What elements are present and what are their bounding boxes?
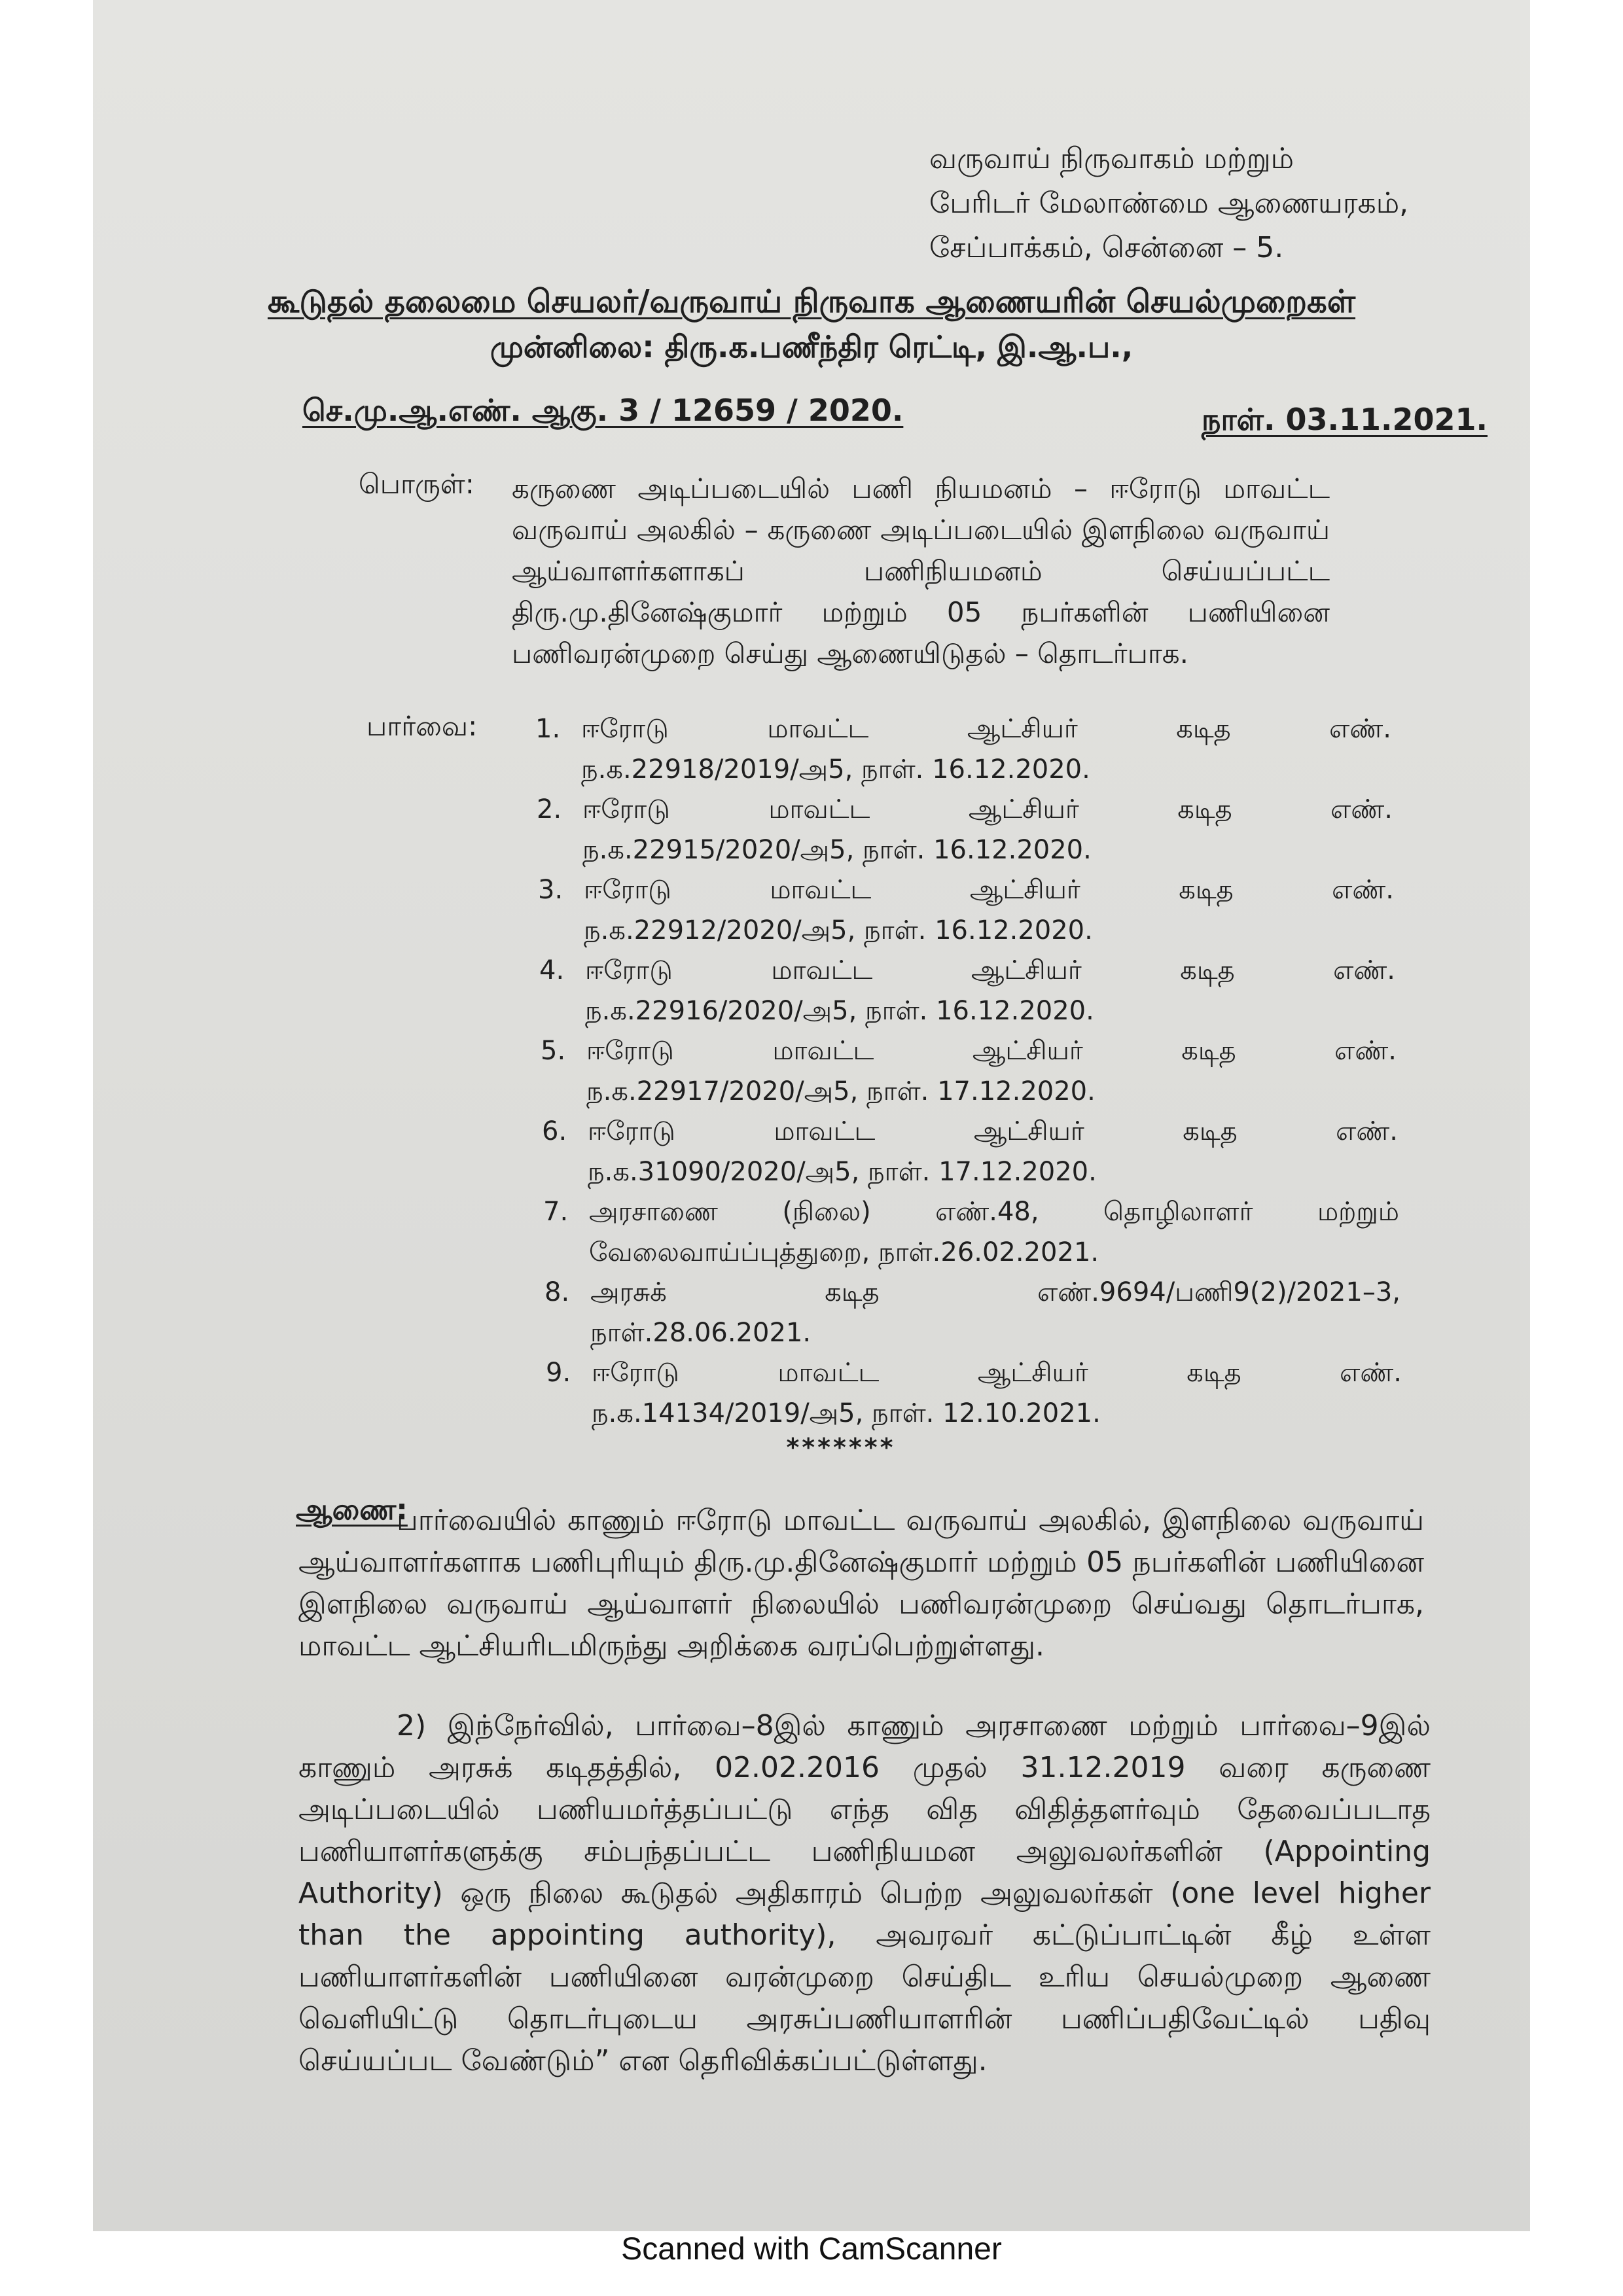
reference-text xyxy=(585,950,1395,1031)
reference-item xyxy=(539,950,1403,1031)
reference-item xyxy=(541,1031,1404,1112)
order-date: நாள். 03.11.2021. xyxy=(1202,402,1488,437)
order-paragraph-2: 2) இந்நேர்வில், பார்வை–8இல் காணும் அரசாணை மற்றும் பார்வை–9இல் காணும் அரசுக் கடிதத்தில், 02.02.2016 முதல் 31.12.2019 வரை கருணை அடிப்படையில் பணியமர்த்தப்பட்டு எந்த வித விதித்தளர்வும் தேவைப்படாத பணியாளர்களுக்கு சம்பந்தப்பட்ட பணிநியமன அலுவலர்களின் (Appointing Authority) ஒரு நிலை கூடுதல் அதிகாரம் பெற்ற அலுவலர்கள் (one level higher than the appointing authority), அவரவர் கட்டுப்பாட்டின் கீழ் உள்ள பணியாளர்களின் பணியினை வரன்முறை செய்திட உரிய செயல்முறை ஆணை வெளியிட்டு தொடர்புடைய அரசுப்பணியாளரின் பணிப்பதிவேட்டில் பதிவு செய்யப்பட வேண்டும்” என தெரிவிக்கப்பட்டுள்ளது. xyxy=(298,1709,1431,2077)
reference-line-2: ந.க.22918/2019/அ5, நாள். 16.12.2020. xyxy=(581,754,1090,785)
reference-item xyxy=(544,1272,1408,1353)
reference-line-1: ஈரோடு மாவட்ட ஆட்சியர் கடித எண். xyxy=(588,1116,1398,1146)
reference-item xyxy=(543,1192,1407,1273)
reference-item xyxy=(546,1352,1410,1434)
subject-text: கருணை அடிப்படையில் பணி நியமனம் – ஈரோடு மாவட்ட வருவாய் அலகில் – கருணை அடிப்படையில் இளநிலை வருவாய் ஆய்வாளர்களாகப் பணிநியமனம் செய்யப்பட்ட திரு.மு.தினேஷ்குமார் மற்றும் 05 நபர்களின் பணியினை பணிவரன்முறை செய்து ஆணையிடுதல் – தொடர்பாக. xyxy=(512,472,1330,669)
reference-line-1: அரசாணை (நிலை) எண்.48, தொழிலாளர் மற்றும் xyxy=(589,1197,1399,1227)
reference-number-label: 7. xyxy=(543,1197,569,1227)
presiding-officer: முன்னிலை: திரு.க.பணீந்திர ரெட்டி, இ.ஆ.ப., xyxy=(490,329,1133,364)
address-line-1: வருவாய் நிருவாகம் மற்றும் xyxy=(929,142,1294,175)
reference-text xyxy=(588,1111,1398,1192)
reference-line-1: அரசுக் கடித எண்.9694/பணி9(2)/2021–3, xyxy=(590,1277,1400,1307)
reference-text xyxy=(581,709,1391,790)
reference-line-2: ந.க.14134/2019/அ5, நாள். 12.10.2021. xyxy=(592,1398,1101,1428)
order-heading: ஆணை: xyxy=(296,1493,408,1527)
reference-number-label: 8. xyxy=(544,1277,570,1307)
reference-line-1: ஈரோடு மாவட்ட ஆட்சியர் கடித எண். xyxy=(581,714,1391,744)
separator: ******* xyxy=(786,1433,896,1462)
reference-number-label: 2. xyxy=(537,794,562,824)
reference-number-label: 5. xyxy=(541,1036,566,1066)
reference-line-1: ஈரோடு மாவட்ட ஆட்சியர் கடித எண். xyxy=(586,1036,1397,1066)
subject-label: பொருள்: xyxy=(359,468,474,500)
reference-text xyxy=(586,1031,1397,1112)
reference-number-label: 3. xyxy=(538,875,563,905)
reference-text xyxy=(584,870,1394,951)
reference-line-2: ந.க.22915/2020/அ5, நாள். 16.12.2020. xyxy=(582,835,1092,865)
reference-item xyxy=(535,709,1399,790)
reference-number-label: 4. xyxy=(539,955,565,985)
reference-line-1: ஈரோடு மாவட்ட ஆட்சியர் கடித எண். xyxy=(592,1358,1402,1388)
reference-line-2: ந.க.22916/2020/அ5, நாள். 16.12.2020. xyxy=(585,996,1094,1026)
reference-line-2: வேலைவாய்ப்புத்துறை, நாள்.26.02.2021. xyxy=(589,1237,1099,1267)
reference-line-2: ந.க.22912/2020/அ5, நாள். 16.12.2020. xyxy=(584,915,1093,945)
proceedings-title: கூடுதல் தலைமை செயலர்/வருவாய் நிருவாக ஆணையரின் செயல்முறைகள் xyxy=(267,283,1356,320)
references-label: பார்வை: xyxy=(366,710,478,742)
reference-line-1: ஈரோடு மாவட்ட ஆட்சியர் கடித எண். xyxy=(585,955,1395,985)
order-paragraph-1: பார்வையில் காணும் ஈரோடு மாவட்ட வருவாய் அலகில், இளநிலை வருவாய் ஆய்வாளர்களாக பணிபுரியும் திரு.மு.தினேஷ்குமார் மற்றும் 05 நபர்களின் பணியினை இளநிலை வருவாய் ஆய்வாளர் நிலையில் பணிவரன்முறை செய்வது தொடர்பாக, மாவட்ட ஆட்சியரிடமிருந்து அறிக்கை வரப்பெற்றுள்ளது. xyxy=(298,1504,1424,1663)
reference-item xyxy=(542,1111,1406,1192)
address-line-3: சேப்பாக்கம், சென்னை – 5. xyxy=(929,231,1284,264)
reference-number: செ.மு.ஆ.எண். ஆகு. 3 / 12659 / 2020. xyxy=(302,393,904,428)
reference-number-label: 9. xyxy=(546,1358,571,1388)
reference-line-1: ஈரோடு மாவட்ட ஆட்சியர் கடித எண். xyxy=(582,794,1393,824)
reference-line-2: ந.க.31090/2020/அ5, நாள். 17.12.2020. xyxy=(588,1157,1097,1187)
reference-text xyxy=(592,1352,1402,1434)
reference-number-label: 1. xyxy=(535,714,561,744)
reference-line-2: நாள்.28.06.2021. xyxy=(590,1318,812,1348)
address-line-2: பேரிடர் மேலாண்மை ஆணையரகம், xyxy=(929,186,1409,220)
reference-number-label: 6. xyxy=(542,1116,567,1146)
reference-text xyxy=(589,1192,1399,1273)
scanner-watermark: Scanned with CamScanner xyxy=(621,2232,1002,2267)
reference-text xyxy=(590,1272,1400,1353)
reference-item xyxy=(537,789,1400,870)
reference-item xyxy=(538,870,1402,951)
reference-line-1: ஈரோடு மாவட்ட ஆட்சியர் கடித எண். xyxy=(584,875,1394,905)
reference-line-2: ந.க.22917/2020/அ5, நாள். 17.12.2020. xyxy=(586,1076,1096,1106)
reference-text xyxy=(582,789,1393,870)
